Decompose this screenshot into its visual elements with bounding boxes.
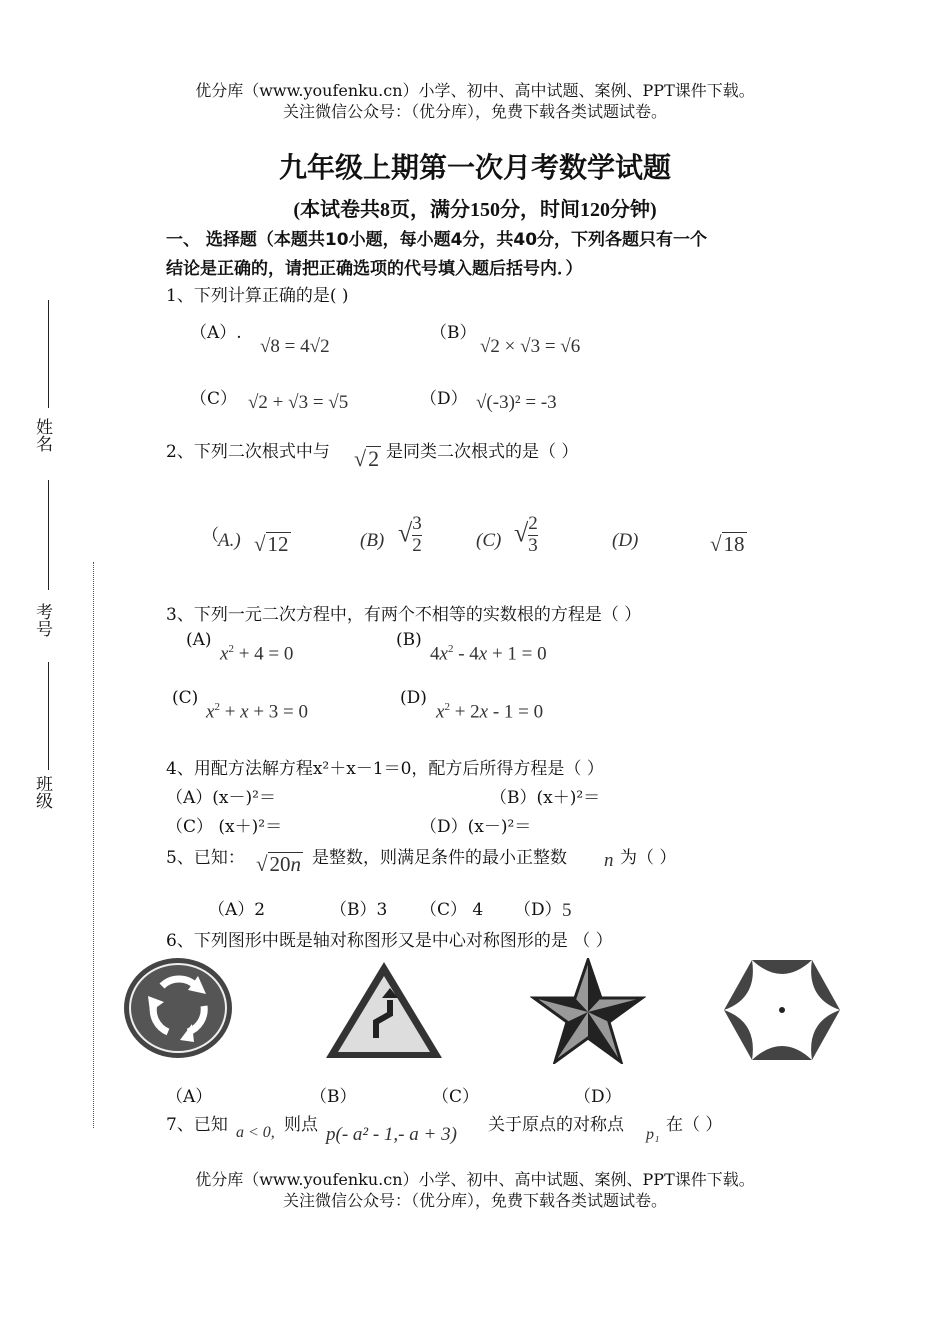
q4-stem: 4、用配方法解方程x²＋x－1＝0，配方后所得方程是（ ） <box>166 759 604 779</box>
q6-option-c: （C） <box>432 1087 480 1107</box>
roundabout-sign-figure <box>122 956 234 1060</box>
q6-option-b: （B） <box>310 1087 357 1107</box>
q3-stem: 3、下列一元二次方程中，有两个不相等的实数根的方程是（ ） <box>166 605 642 625</box>
exam-no-label: 考号 <box>32 603 52 637</box>
hexagon-figure <box>722 958 842 1062</box>
q4-option-d: （D）(x－)²＝ <box>420 817 532 837</box>
q4-option-a: （A）(x－)²＝ <box>166 788 276 808</box>
name-label: 姓名 <box>32 418 52 452</box>
q3-option-a-label: (A) <box>186 630 212 650</box>
q1-option-b-label: （B） <box>430 323 477 343</box>
q5-option-a: （A）2 <box>208 900 266 920</box>
page-title: 九年级上期第一次月考数学试题 <box>278 151 671 184</box>
class-blank-line <box>48 662 49 770</box>
q7-stem-part-4: 在（ ） <box>666 1115 723 1135</box>
q5-variable-n: n <box>604 850 614 871</box>
q6-option-a: （A） <box>166 1087 213 1107</box>
q7-symmetric-point: p₁ <box>646 1126 660 1143</box>
q1-option-b-math: √2 × √3 = √6 <box>480 336 581 357</box>
binding-line <box>93 562 94 1128</box>
q3-option-b-math: $4x^2 - 4x + 1 = 0$ <box>430 643 547 665</box>
q2-option-d-math: √18 <box>710 532 745 556</box>
q1-option-a-math: √8 = 4√2 <box>260 336 330 357</box>
star-figure <box>530 958 646 1064</box>
q1-option-d-math: √(-3)² = -3 <box>476 392 557 413</box>
q3-option-c-math: $x^2 + x + 3 = 0$ <box>206 701 309 723</box>
q5-option-b: （B）3 <box>330 900 388 920</box>
exam-no-blank-line <box>48 480 49 590</box>
header-line-2: 关注微信公众号：（优分库），免费下载各类试题试卷。 <box>282 102 667 121</box>
q2-stem-part-1: 2、下列二次根式中与 <box>166 442 330 462</box>
q6-stem: 6、下列图形中既是轴对称图形又是中心对称图形的是 （ ） <box>166 931 613 951</box>
q4-option-b: （B）(x＋)²＝ <box>490 788 601 808</box>
q2-option-a-math: √12 <box>254 532 289 556</box>
q5-stem-part-2: 是整数，则满足条件的最小正整数 <box>312 848 567 868</box>
q5-stem-part-3: 为（ ） <box>620 848 677 868</box>
q2-option-a-paren: （ <box>202 526 219 546</box>
q7-condition: a < 0, <box>236 1124 275 1141</box>
footer-line-2: 关注微信公众号：（优分库），免费下载各类试题试卷。 <box>282 1191 667 1210</box>
q2-option-c-math: √ $\frac{2}{3}$ <box>514 513 538 556</box>
q5-radical: √20n <box>256 852 302 876</box>
q1-option-d-label: （D） <box>420 389 468 409</box>
q7-stem-part-1: 7、已知 <box>166 1115 228 1135</box>
name-blank-line <box>48 300 49 408</box>
q6-option-d: （D） <box>574 1087 622 1107</box>
q2-radical-sqrt2: √2 <box>354 446 380 471</box>
footer-line-1: 优分库（www.youfenku.cn）小学、初中、高中试题、案例、PPT课件下载。 <box>195 1170 755 1189</box>
q3-option-d-math: $x^2 + 2x - 1 = 0$ <box>436 701 544 723</box>
q2-option-d-label: (D) <box>612 530 639 551</box>
q2-option-b-label: (B) <box>360 530 385 551</box>
q5-stem-part-1: 5、已知： <box>166 848 245 868</box>
q1-stem: 1、下列计算正确的是( ) <box>166 286 349 306</box>
q3-option-d-label: (D) <box>400 688 427 708</box>
page-subtitle: (本试卷共8页，满分150分，时间120分钟) <box>293 199 657 221</box>
section-1-heading: 一、 选择题（本题共10小题，每小题4分，共40分，下列各题只有一个 <box>166 230 708 250</box>
q5-option-d: （D） <box>514 900 562 920</box>
q7-stem-part-2: 则点 <box>284 1115 318 1135</box>
q2-stem-part-2: 是同类二次根式的是（ ） <box>386 442 579 462</box>
q4-option-c: （C） (x＋)²＝ <box>166 817 283 837</box>
class-label: 班级 <box>32 775 52 809</box>
q2-option-c-label: (C) <box>476 530 502 551</box>
q1-option-c-label: （C） <box>190 389 238 409</box>
header-line-1: 优分库（www.youfenku.cn）小学、初中、高中试题、案例、PPT课件下载。 <box>195 81 755 100</box>
q7-stem-part-3: 关于原点的对称点 <box>488 1115 624 1135</box>
q7-point: p(- a² - 1,- a + 3) <box>326 1124 457 1145</box>
q2-option-b-math: √ $\frac{3}{2}$ <box>398 513 422 556</box>
q3-option-b-label: (B) <box>396 630 422 650</box>
q3-option-c-label: (C) <box>172 688 199 708</box>
q1-option-a-label: （A）. <box>190 323 242 343</box>
q5-option-d-value: 5 <box>562 900 572 921</box>
section-1-heading-cont: 结论是正确的，请把正确选项的代号填入题后括号内．） <box>166 259 583 279</box>
q1-option-c-math: √2 + √3 = √5 <box>248 392 349 413</box>
q3-option-a-math: $x^2 + 4 = 0$ <box>220 643 294 665</box>
q2-option-a-label: A.) <box>218 530 241 551</box>
q5-option-c: （C） 4 <box>420 900 484 920</box>
warning-triangle-figure <box>322 958 446 1062</box>
